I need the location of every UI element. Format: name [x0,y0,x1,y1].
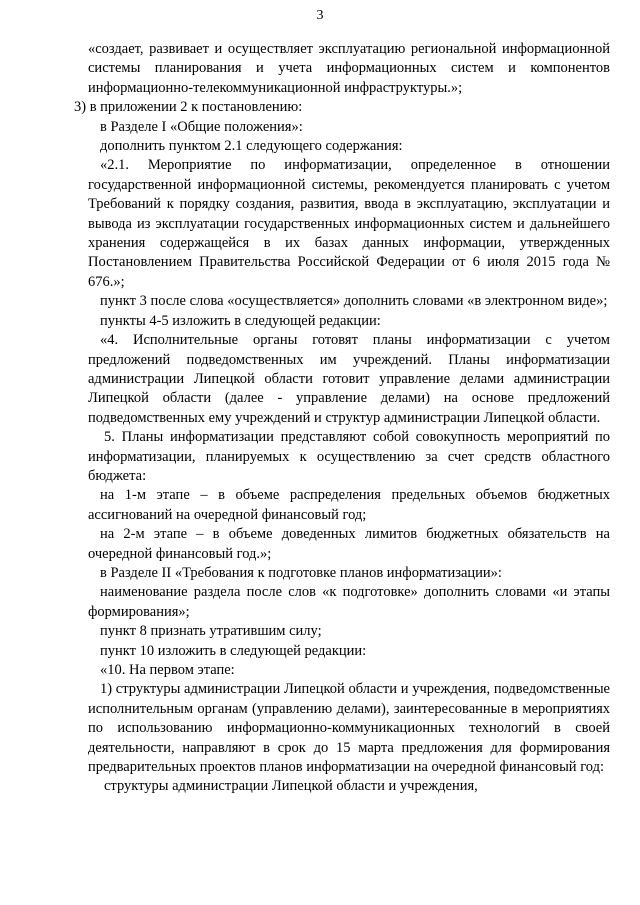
document-body [74,40,610,797]
paragraph: наименование раздела после слов «к подготовке» дополнить словами «и этапы формирования»; [88,584,610,620]
quoted-clause-4: «4. Исполнительные органы готовят планы информатизации с учетом предложений подведомственных им учреждений. Планы информатизации администрации Липецкой области готовит управление делами администрации Липецкой области (далее - управление делами) на основе предложений подведомственных ему учреждений и структур администрации Липецкой области. [88,332,610,426]
paragraph: в Разделе I «Общие положения»: [100,118,303,135]
paragraph: пункт 8 признать утратившим силу; [100,623,322,640]
subclause-1: 1) структуры администрации Липецкой области и учреждения, подведомственные исполнительным органам (управлению делами), заинтересованные в мероприятиях по использованию информационно-коммуникационных технологий в своей деятельности, направляют в срок до 15 марта предложения для формирования предварительных проектов планов информатизации на очередной финансовый год: [88,681,610,776]
paragraph: «создает, развивает и осуществляет эксплуатацию региональной информационной системы планирования и учета информационных систем и компонентов информационно-телекоммуникационной инфраструктуры.»; [88,41,610,96]
quoted-clause-10: «10. На первом этапе: [100,662,235,678]
paragraph: в Разделе II «Требования к подготовке планов информатизации»: [100,564,502,581]
paragraph: пункт 3 после слова «осуществляется» дополнить словами «в электронном виде»; [100,293,608,310]
list-item-3: 3) в приложении 2 к постановлению: [74,99,303,116]
paragraph: структуры администрации Липецкой области и учреждения, [104,778,478,795]
paragraph: на 2-м этапе – в объеме доведенных лимитов бюджетных обязательств на очередной финансовый год.»; [88,526,610,562]
clause-5: 5. Планы информатизации представляют собой совокупность мероприятий по информатизации, планируемых к осуществлению за счет средств областного бюджета: [88,429,610,484]
quoted-clause-2-1: «2.1. Мероприятие по информатизации, определенное в отношении государственной информационной системы, рекомендуется планировать с учетом Требований к порядку создания, развития, ввода в эксплуатацию, эксплуатации и вывода из эксплуатации государственных информационных систем и дальнейшего хранения содержащейся в их базах данных информации, утвержденных Постановлением Правительства Российской Федерации от 6 июля 2015 года № 676.»; [88,157,610,290]
paragraph: дополнить пунктом 2.1 следующего содержания: [100,138,403,155]
paragraph: на 1-м этапе – в объеме распределения предельных объемов бюджетных ассигнований на очередной финансовый год; [88,487,610,523]
paragraph: пункт 10 изложить в следующей редакции: [100,642,367,659]
page-number: 3 [316,8,324,23]
paragraph: пункты 4-5 изложить в следующей редакции: [100,312,381,329]
